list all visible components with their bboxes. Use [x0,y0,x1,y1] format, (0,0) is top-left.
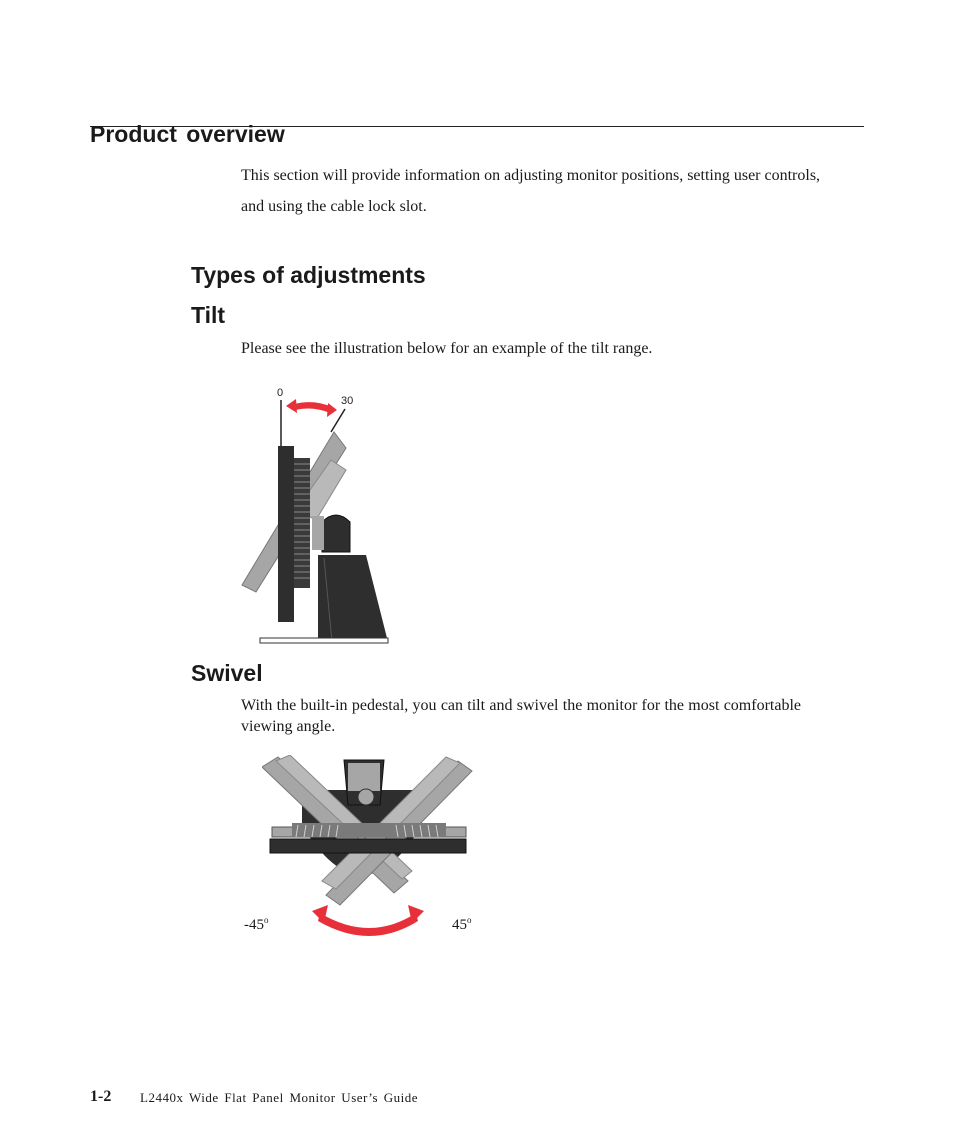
tilt-label-min: 0 [277,387,284,399]
guide-title: L2440x Wide Flat Panel Monitor User’s Guide [140,1090,419,1105]
tilt-arrow-icon [286,399,337,417]
section-title: Product overview [90,121,285,147]
vertical-panel-shape [278,446,310,622]
page-number: 1-2 [90,1088,112,1105]
swivel-label-left: -45$^o$ [244,915,269,933]
swivel-arrow-icon [312,905,424,936]
swivel-description: With the built-in pedestal, you can tilt and swivel the monitor for the most comfortable viewing angle. [241,697,801,735]
swivel-label-right: 45$^o$ [452,915,472,933]
tilt-illustration [236,380,396,653]
section-intro: This section will provide information on adjusting monitor positions, setting user controls, and using the cable lock slot. [241,167,821,215]
swivel-heading: Swivel [191,660,263,686]
adjustments-heading: Types of adjustments [191,262,426,288]
tilt-label-max: 30 [341,395,354,407]
swivel-illustration [262,755,477,945]
tilt-description: Please see the illustration below for an example of the tilt range. [241,340,653,357]
tilt-heading: Tilt [191,302,226,328]
